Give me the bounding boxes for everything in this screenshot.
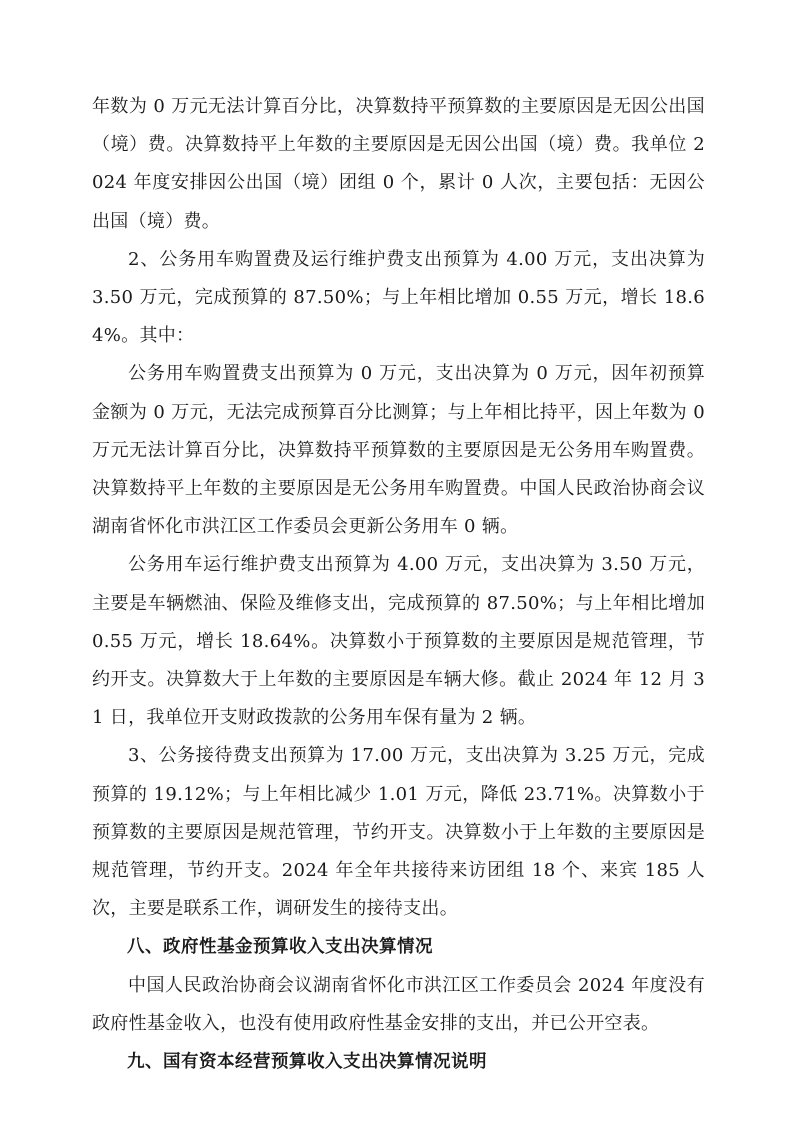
- paragraph-vehicle-purchase: 公务用车购置费支出预算为 0 万元，支出决算为 0 万元，因年初预算金额为 0 万元，无法完成预算百分比测算；与上年相比持平，因上年数为 0 万元无法计算百分比，决算数持平预算数的主要原因是无公务用车购置费。决算数持平上年数的主要原因是无公务用车购置费。中国人民政治协商会议湖南省怀化市洪江区工作委员会更新公务用车 0 辆。: [92, 363, 705, 538]
- paragraph-vehicle-maintenance: 公务用车运行维护费支出预算为 4.00 万元，支出决算为 3.50 万元，主要是车辆燃油、保险及维修支出，完成预算的 87.50%；与上年相比增加 0.55 万元，增长 18.64%。决算数小于预算数的主要原因是规范管理，节约开支。决算数大于上年数的主要原因是车辆大修。截止 2024 年 12 月 31 日，我单位开支财政拨款的公务用车保有量为 2 辆。: [92, 554, 705, 729]
- paragraph-vehicle-total: 2、公务用车购置费及运行维护费支出预算为 4.00 万元，支出决算为 3.50 万元，完成预算的 87.50%；与上年相比增加 0.55 万元，增长 18.64%。其中：: [92, 248, 705, 347]
- document-body: [92, 88, 705, 1081]
- section-heading-government-fund: 八、政府性基金预算收入支出决算情况: [127, 937, 433, 958]
- section-heading-state-capital: 九、国有资本经营预算收入支出决算情况说明: [127, 1052, 487, 1073]
- paragraph-overseas-travel-continued: 年数为 0 万元无法计算百分比，决算数持平预算数的主要原因是无因公出国（境）费。决算数持平上年数的主要原因是无因公出国（境）费。我单位 2024 年度安排因公出国（境）团组 0 个，累计 0 人次，主要包括：无因公出国（境）费。: [92, 96, 705, 232]
- paragraph-reception: 3、公务接待费支出预算为 17.00 万元，支出决算为 3.25 万元，完成预算的 19.12%；与上年相比减少 1.01 万元，降低 23.71%。决算数小于预算数的主要原因是规范管理，节约开支。决算数小于上年数的主要原因是规范管理，节约开支。2024 年全年共接待来访团组 18 个、来宾 185 人次，主要是联系工作，调研发生的接待支出。: [92, 745, 705, 920]
- paragraph-government-fund: 中国人民政治协商会议湖南省怀化市洪江区工作委员会 2024 年度没有政府性基金收入，也没有使用政府性基金安排的支出，并已公开空表。: [92, 974, 705, 1034]
